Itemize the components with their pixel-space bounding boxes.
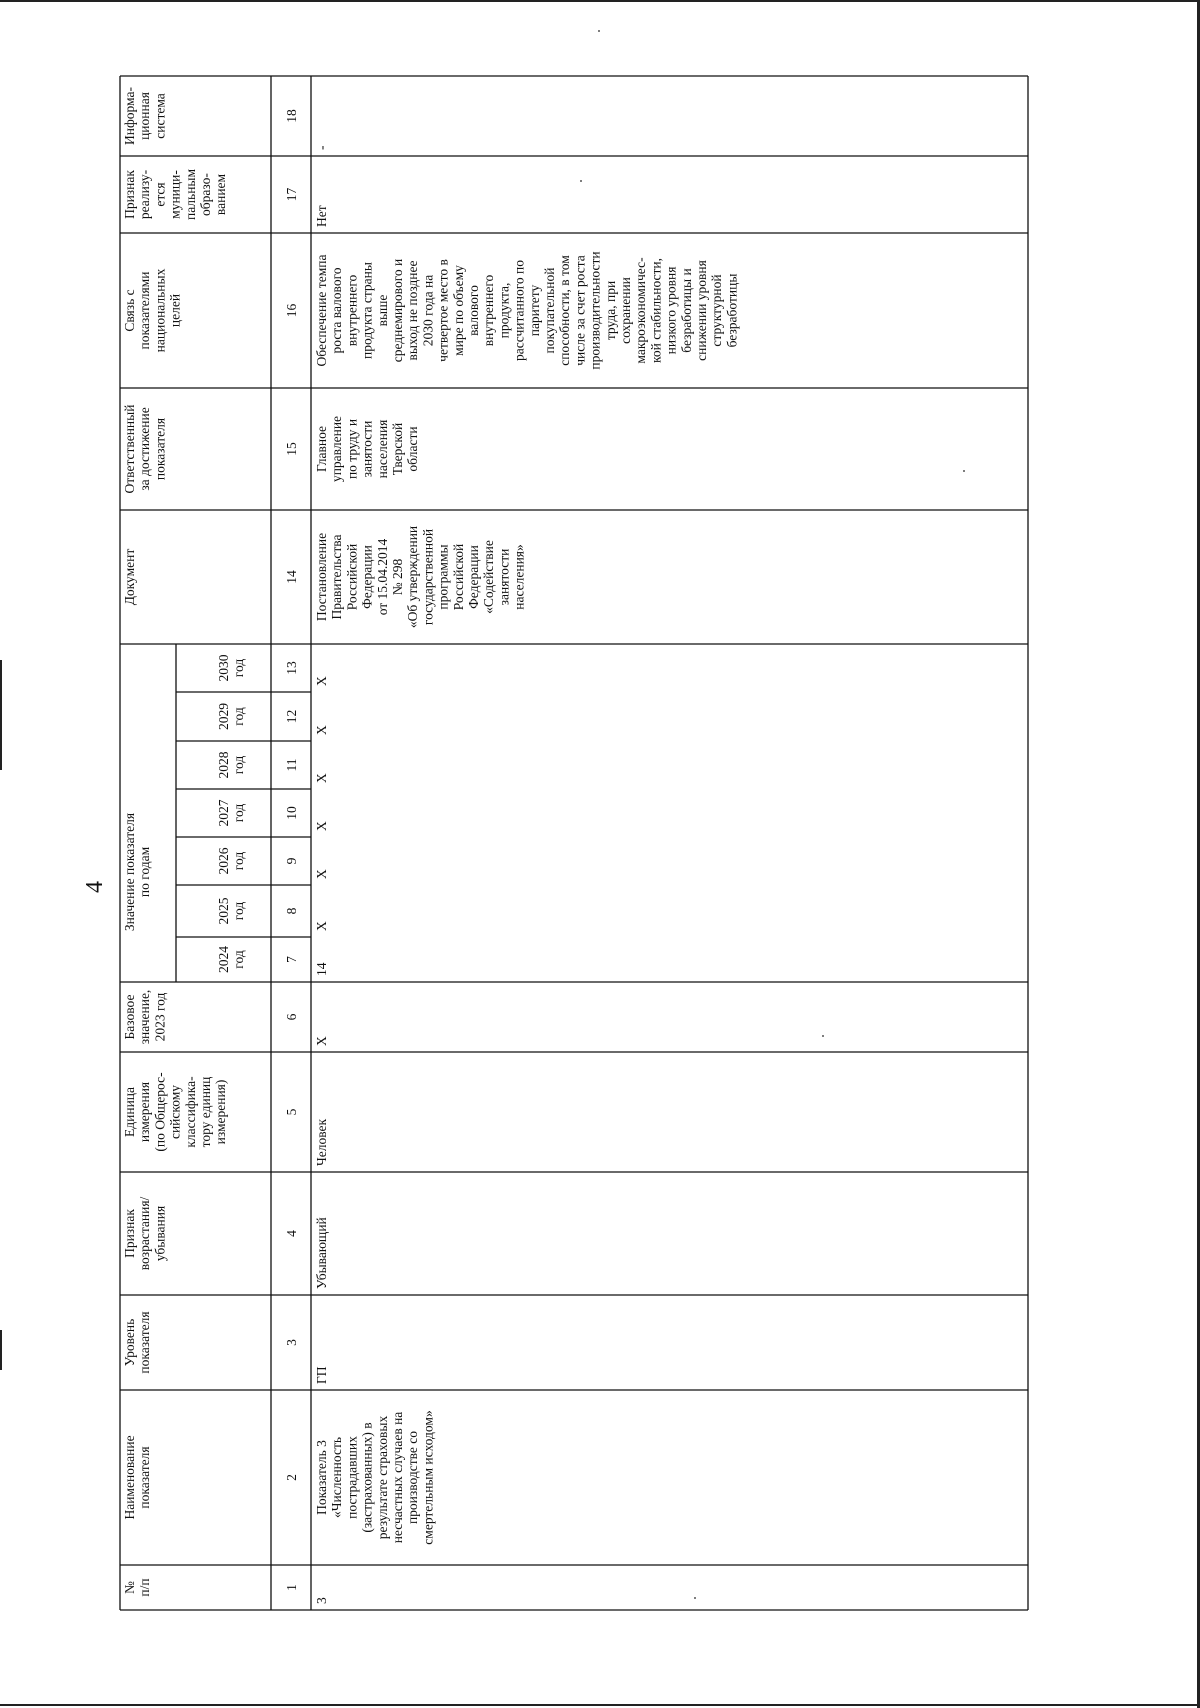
header-y2029: 2029год [216,703,247,730]
column-number-12: 12 [284,709,299,724]
header-infosys: Информа-ционнаясистема [122,87,168,145]
cell-link: Обеспечение темпароста валовоговнутреннегопродукта странывышесреднемирового ивыход не позднее2030 года начетвертое место вмире по объемуваловоговнутреннегопродукта,рассчитанного попаритетупокупательнойспособности, в томчисле за счет ростапроизводительноститруда, присохранениимакроэкономичес-кой стабильности,низкого уровнябезработицы иснижении уровняструктурнойбезработицы [314,251,740,370]
header-trend: Признаквозрастания/убывания [122,1196,168,1271]
scan-speck [598,30,600,32]
cell-y2029: X [314,725,329,735]
cell-resp: Главноеуправлениепо труду изанятостинаселенияТверскойобласти [314,415,421,483]
column-number-11: 11 [284,758,299,772]
cell-num: 3 [314,1597,329,1604]
header-y2027: 2027год [216,799,247,827]
cell-name: Показатель 3«Численностьпострадавших(застрахованных) врезультате страховыхнесчастных случаев напроизводстве сосмертельным исходом» [314,1410,436,1545]
header-y2028: 2028год [216,751,247,779]
cell-y2025: X [314,921,329,931]
cell-base: X [314,1036,329,1046]
cell-trend: Убывающий [314,1217,329,1289]
header-unit: Единицаизмерения(по Общерос-сийскомуклассифика-тору единицизмерения) [122,1072,229,1152]
scan-speck [822,1035,824,1037]
column-number-8: 8 [284,907,299,915]
header-name: Наименованиепоказателя [122,1435,153,1520]
scan-speck [694,1597,696,1599]
column-number-10: 10 [284,806,299,820]
cell-y2026: X [314,869,329,879]
header-link: Связь споказателяминациональныхцелей [122,268,183,353]
cell-infosys: - [314,145,329,150]
scan-speck [963,470,965,472]
column-number-7: 7 [284,956,299,963]
cell-y2028: X [314,773,329,783]
header-num: №п/п [122,1578,153,1597]
header-resp: Ответственныйза достижениепоказателя [122,404,168,494]
column-number-6: 6 [284,1013,299,1021]
scan-speck [580,180,582,182]
header-munic: Признакреализу-етсямуници-пальнымобразо-ванием [122,168,229,221]
header-y2025: 2025год [216,897,247,925]
header-years_group: Значение показателяпо годам [122,812,153,932]
header-y2024: 2024год [216,946,247,973]
column-number-2: 2 [284,1474,299,1481]
cell-doc: ПостановлениеПравительстваРоссийскойФедерацииот 15.04.2014№ 298«Об утверждениигосударственнойпрограммыРоссийскойФедерации«Содействиезанятостинаселения» [314,525,527,629]
header-y2026: 2026год [216,847,247,875]
column-number-14: 14 [284,570,299,584]
page-number: 4 [82,881,108,893]
cell-y2027: X [314,821,329,831]
cell-y2024: 14 [314,962,329,976]
header-y2030: 2030год [216,654,247,682]
cell-level: ГП [314,1366,329,1384]
column-number-17: 17 [284,187,299,202]
column-number-4: 4 [284,1230,299,1237]
column-number-5: 5 [284,1108,299,1116]
column-number-9: 9 [284,857,299,865]
header-base: Базовоезначение,2023 год [122,989,168,1045]
header-level: Уровеньпоказателя [122,1311,153,1374]
column-number-1: 1 [284,1584,299,1591]
table-text [122,87,739,1604]
column-number-3: 3 [284,1339,299,1346]
column-number-15: 15 [284,442,299,456]
header-doc: Документ [122,548,137,606]
cell-y2030: X [314,676,329,686]
column-number-18: 18 [284,109,299,123]
column-number-16: 16 [284,303,299,318]
cell-unit: Человек [314,1118,329,1166]
column-number-13: 13 [284,661,299,675]
cell-munic: Нет [314,205,329,227]
